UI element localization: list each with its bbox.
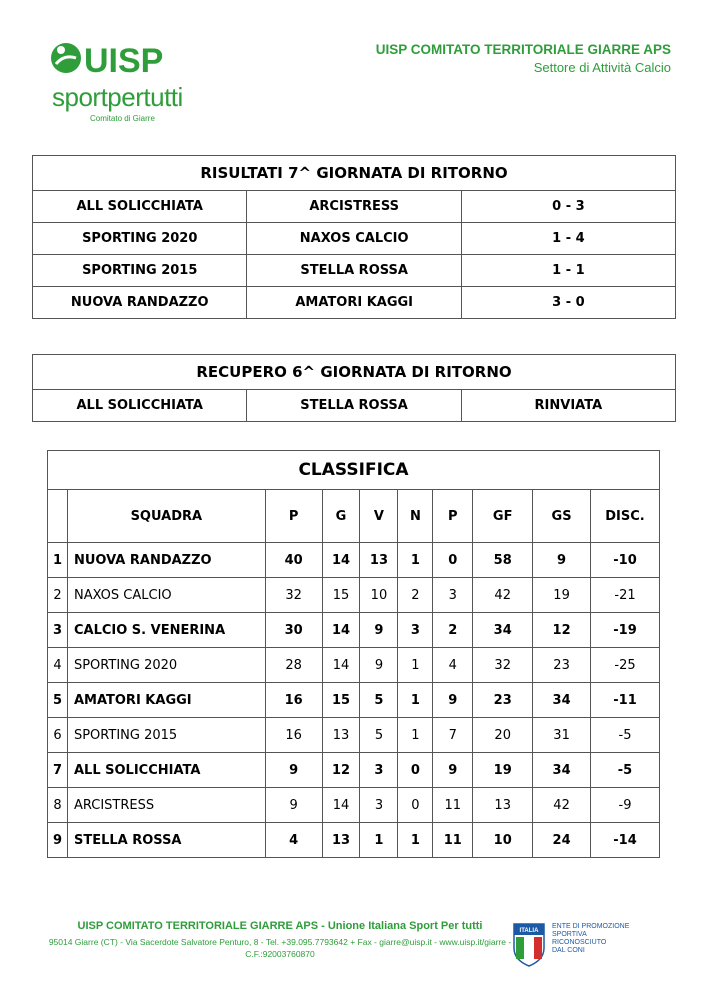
- team-won: 3: [360, 788, 398, 823]
- match-row: [33, 390, 676, 422]
- home-team: ALL SOLICCHIATA: [33, 191, 247, 223]
- team-drawn: 3: [398, 613, 433, 648]
- team-goals-for: 34: [473, 613, 533, 648]
- team-won: 10: [360, 578, 398, 613]
- team-lost: 9: [433, 683, 473, 718]
- col-header-won: V: [360, 490, 398, 543]
- standings-row: [48, 613, 660, 648]
- team-lost: 4: [433, 648, 473, 683]
- team-discipline: -10: [591, 543, 660, 578]
- team-won: 3: [360, 753, 398, 788]
- italia-shield-icon: [512, 922, 546, 968]
- logo-brand: UISP: [84, 42, 164, 80]
- team-drawn: 1: [398, 543, 433, 578]
- team-points: 30: [265, 613, 322, 648]
- team-discipline: -14: [591, 823, 660, 858]
- team-drawn: 0: [398, 788, 433, 823]
- home-team: SPORTING 2020: [33, 223, 247, 255]
- team-points: 16: [265, 718, 322, 753]
- team-played: 14: [322, 788, 360, 823]
- team-name: SPORTING 2020: [67, 648, 265, 683]
- team-points: 4: [265, 823, 322, 858]
- team-lost: 9: [433, 753, 473, 788]
- team-discipline: -21: [591, 578, 660, 613]
- team-goals-against: 23: [533, 648, 591, 683]
- team-discipline: -9: [591, 788, 660, 823]
- away-team: NAXOS CALCIO: [247, 223, 461, 255]
- standings-row: [48, 543, 660, 578]
- team-drawn: 1: [398, 718, 433, 753]
- team-goals-for: 19: [473, 753, 533, 788]
- team-name: CALCIO S. VENERINA: [67, 613, 265, 648]
- team-points: 40: [265, 543, 322, 578]
- team-drawn: 2: [398, 578, 433, 613]
- team-goals-against: 19: [533, 578, 591, 613]
- team-goals-for: 58: [473, 543, 533, 578]
- team-lost: 3: [433, 578, 473, 613]
- recovery-title: RECUPERO 6^ GIORNATA DI RITORNO: [33, 355, 676, 390]
- team-lost: 0: [433, 543, 473, 578]
- team-name: ARCISTRESS: [67, 788, 265, 823]
- team-discipline: -5: [591, 718, 660, 753]
- team-lost: 2: [433, 613, 473, 648]
- home-team: SPORTING 2015: [33, 255, 247, 287]
- col-header-played: G: [322, 490, 360, 543]
- footer-address: [0, 936, 560, 960]
- shield-label: ITALIA: [519, 928, 539, 934]
- team-goals-against: 34: [533, 753, 591, 788]
- team-won: 5: [360, 683, 398, 718]
- match-score: 0 - 3: [461, 191, 675, 223]
- logo-committee: Comitato di Giarre: [90, 114, 155, 123]
- coni-text: [552, 923, 652, 955]
- team-position: 7: [48, 753, 68, 788]
- standings-row: [48, 578, 660, 613]
- coni-line: ENTE DI PROMOZIONE: [552, 923, 630, 930]
- col-header-drawn: N: [398, 490, 433, 543]
- team-goals-for: 20: [473, 718, 533, 753]
- home-team: ALL SOLICCHIATA: [33, 390, 247, 422]
- team-played: 15: [322, 683, 360, 718]
- footer: [0, 920, 560, 960]
- org-name: UISP COMITATO TERRITORIALE GIARRE APS: [375, 42, 671, 57]
- match-row: [33, 223, 676, 255]
- coni-line: DAL CONI: [552, 947, 585, 954]
- away-team: AMATORI KAGGI: [247, 287, 461, 319]
- col-header-team: SQUADRA: [67, 490, 265, 543]
- team-drawn: 1: [398, 823, 433, 858]
- org-header: [376, 42, 671, 75]
- team-points: 16: [265, 683, 322, 718]
- team-goals-against: 24: [533, 823, 591, 858]
- team-goals-for: 42: [473, 578, 533, 613]
- team-name: AMATORI KAGGI: [67, 683, 265, 718]
- team-points: 32: [265, 578, 322, 613]
- team-lost: 11: [433, 823, 473, 858]
- team-discipline: -19: [591, 613, 660, 648]
- team-name: SPORTING 2015: [67, 718, 265, 753]
- team-position: 5: [48, 683, 68, 718]
- col-header-gf: GF: [473, 490, 533, 543]
- team-played: 13: [322, 718, 360, 753]
- col-header-gs: GS: [533, 490, 591, 543]
- away-team: ARCISTRESS: [247, 191, 461, 223]
- col-header-pos: [48, 490, 68, 543]
- team-played: 14: [322, 543, 360, 578]
- results-title: RISULTATI 7^ GIORNATA DI RITORNO: [33, 156, 676, 191]
- col-header-disc: DISC.: [591, 490, 660, 543]
- team-position: 1: [48, 543, 68, 578]
- team-played: 14: [322, 613, 360, 648]
- standings-table: [47, 450, 660, 858]
- team-won: 1: [360, 823, 398, 858]
- team-drawn: 0: [398, 753, 433, 788]
- team-goals-for: 23: [473, 683, 533, 718]
- coni-badge: [512, 922, 662, 972]
- team-discipline: -5: [591, 753, 660, 788]
- team-goals-for: 13: [473, 788, 533, 823]
- standings-row: [48, 823, 660, 858]
- away-team: STELLA ROSSA: [247, 255, 461, 287]
- team-lost: 7: [433, 718, 473, 753]
- team-played: 13: [322, 823, 360, 858]
- coni-line: RICONOSCIUTO: [552, 939, 607, 946]
- team-goals-against: 31: [533, 718, 591, 753]
- team-name: NAXOS CALCIO: [67, 578, 265, 613]
- logo-tagline: sportpertutti: [52, 82, 183, 112]
- org-sector: Settore di Attività Calcio: [533, 60, 671, 75]
- col-header-points: P: [265, 490, 322, 543]
- team-name: NUOVA RANDAZZO: [67, 543, 265, 578]
- team-points: 28: [265, 648, 322, 683]
- match-row: [33, 255, 676, 287]
- footer-title: UISP COMITATO TERRITORIALE GIARRE APS - Unione Italiana Sport Per tutti: [77, 920, 483, 932]
- match-score: 1 - 4: [461, 223, 675, 255]
- footer-cf: C.F.:92003760870: [245, 949, 315, 959]
- uisp-logo: [48, 38, 198, 128]
- standings-row: [48, 788, 660, 823]
- team-points: 9: [265, 753, 322, 788]
- match-score: RINVIATA: [461, 390, 675, 422]
- team-goals-against: 34: [533, 683, 591, 718]
- team-played: 15: [322, 578, 360, 613]
- team-position: 9: [48, 823, 68, 858]
- team-won: 9: [360, 613, 398, 648]
- team-won: 5: [360, 718, 398, 753]
- home-team: NUOVA RANDAZZO: [33, 287, 247, 319]
- team-lost: 11: [433, 788, 473, 823]
- coni-line: SPORTIVA: [552, 931, 587, 938]
- away-team: STELLA ROSSA: [247, 390, 461, 422]
- standings-row: [48, 753, 660, 788]
- team-position: 6: [48, 718, 68, 753]
- team-drawn: 1: [398, 648, 433, 683]
- standings-title: CLASSIFICA: [48, 451, 660, 490]
- team-drawn: 1: [398, 683, 433, 718]
- team-name: ALL SOLICCHIATA: [67, 753, 265, 788]
- team-played: 12: [322, 753, 360, 788]
- standings-row: [48, 683, 660, 718]
- match-row: [33, 191, 676, 223]
- standings-header-row: [48, 490, 660, 543]
- standings-row: [48, 718, 660, 753]
- match-row: [33, 287, 676, 319]
- team-position: 8: [48, 788, 68, 823]
- team-goals-against: 12: [533, 613, 591, 648]
- footer-address-line: 95014 Giarre (CT) - Via Sacerdote Salvatore Penturo, 8 - Tel. +39.095.7793642 + Fax - giarre@uisp.it - www.uisp.it/giarre -: [48, 937, 512, 947]
- team-goals-against: 9: [533, 543, 591, 578]
- team-points: 9: [265, 788, 322, 823]
- team-position: 3: [48, 613, 68, 648]
- team-goals-for: 32: [473, 648, 533, 683]
- team-discipline: -25: [591, 648, 660, 683]
- recovery-table: [32, 354, 676, 422]
- team-played: 14: [322, 648, 360, 683]
- team-goals-for: 10: [473, 823, 533, 858]
- team-name: STELLA ROSSA: [67, 823, 265, 858]
- team-discipline: -11: [591, 683, 660, 718]
- col-header-lost: P: [433, 490, 473, 543]
- uisp-runner-icon: [48, 38, 84, 78]
- team-goals-against: 42: [533, 788, 591, 823]
- team-position: 2: [48, 578, 68, 613]
- team-won: 13: [360, 543, 398, 578]
- team-position: 4: [48, 648, 68, 683]
- team-won: 9: [360, 648, 398, 683]
- standings-row: [48, 648, 660, 683]
- results-table: [32, 155, 676, 319]
- match-score: 1 - 1: [461, 255, 675, 287]
- match-score: 3 - 0: [461, 287, 675, 319]
